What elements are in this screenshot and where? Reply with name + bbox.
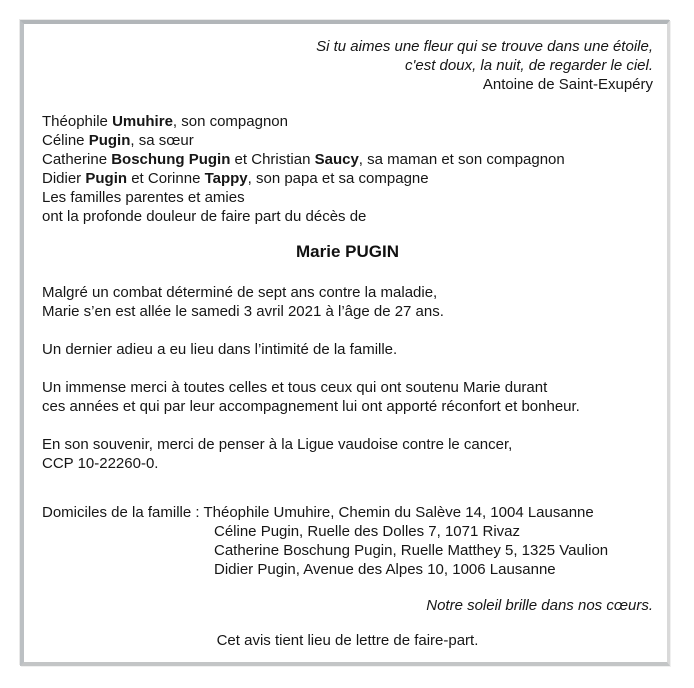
- relative-relation: , sa maman et son compagnon: [358, 151, 565, 168]
- relative-name-prefix: Théophile: [42, 113, 113, 130]
- domiciles-label: Domiciles de la famille :: [42, 504, 200, 521]
- domicile-address-1-text: Théophile Umuhire, Chemin du Salève 14, 1004 Lausanne: [203, 504, 594, 521]
- announcement-line: ont la profonde douleur de faire part du décès de: [42, 208, 367, 225]
- relatives-block: [42, 112, 653, 226]
- relative-surname-bold: Boschung Pugin: [111, 151, 231, 168]
- relative-surname-bold: Pugin: [85, 170, 128, 187]
- thanks-line-1: Un immense merci à toutes celles et tous ceux qui ont soutenu Marie durant: [42, 379, 548, 396]
- relative-relation: , son papa et sa compagne: [247, 170, 429, 187]
- domiciles-block: [42, 503, 653, 579]
- quote-line-2: c'est doux, la nuit, de regarder le ciel.: [405, 57, 653, 74]
- relative-surname-bold-2: Saucy: [314, 151, 359, 168]
- paragraph-illness: [42, 283, 653, 321]
- epitaph-line: Notre soleil brille dans nos cœurs.: [426, 597, 653, 614]
- donation-ccp-line: CCP 10-22260-0.: [42, 455, 159, 472]
- relative-name-prefix: Catherine: [42, 151, 112, 168]
- relative-line-families: Les familles parentes et amies: [42, 189, 245, 206]
- relative-surname-bold: Pugin: [88, 132, 131, 149]
- domicile-address-2: Céline Pugin, Ruelle des Dolles 7, 1071 Rivaz: [214, 523, 521, 540]
- paragraph-farewell: [42, 340, 653, 359]
- farewell-line: Un dernier adieu a eu lieu dans l’intimité de la famille.: [42, 341, 398, 358]
- relative-line-mother: [42, 150, 653, 169]
- relative-line-companion: [42, 112, 653, 131]
- relative-name-middle: et Christian: [230, 151, 315, 168]
- quote-attribution: Antoine de Saint-Exupéry: [482, 76, 653, 93]
- illness-line-1: Malgré un combat déterminé de sept ans contre la maladie,: [42, 284, 438, 301]
- domicile-address-4: Didier Pugin, Avenue des Alpes 10, 1006 Lausanne: [214, 561, 556, 578]
- quote-block: [42, 37, 653, 94]
- relative-surname-bold-2: Tappy: [204, 170, 248, 187]
- relative-relation: , son compagnon: [172, 113, 288, 130]
- relative-surname-bold: Umuhire: [112, 113, 173, 130]
- domicile-address-3: Catherine Boschung Pugin, Ruelle Matthey 5, 1325 Vaulion: [214, 542, 609, 559]
- illness-line-2: Marie s’en est allée le samedi 3 avril 2021 à l’âge de 27 ans.: [42, 303, 444, 320]
- relative-line-sister: [42, 131, 653, 150]
- paragraph-thanks: [42, 378, 653, 416]
- domiciles-first-row: [42, 503, 653, 522]
- deceased-name: Marie PUGIN: [296, 242, 399, 261]
- relative-relation: , sa sœur: [130, 132, 194, 149]
- thanks-line-2: ces années et qui par leur accompagnement lui ont apporté réconfort et bonheur.: [42, 398, 580, 415]
- death-notice-sheet: [20, 20, 670, 666]
- relative-name-middle: et Corinne: [127, 170, 205, 187]
- relative-name-prefix: Didier: [42, 170, 86, 187]
- quote-line-1: Si tu aimes une fleur qui se trouve dans une étoile,: [316, 38, 653, 55]
- closing-line: Cet avis tient lieu de lettre de faire-part.: [216, 632, 479, 649]
- relative-line-father: [42, 169, 653, 188]
- donation-line-1: En son souvenir, merci de penser à la Ligue vaudoise contre le cancer,: [42, 436, 513, 453]
- relative-name-prefix: Céline: [42, 132, 89, 149]
- paragraph-donation: [42, 435, 653, 473]
